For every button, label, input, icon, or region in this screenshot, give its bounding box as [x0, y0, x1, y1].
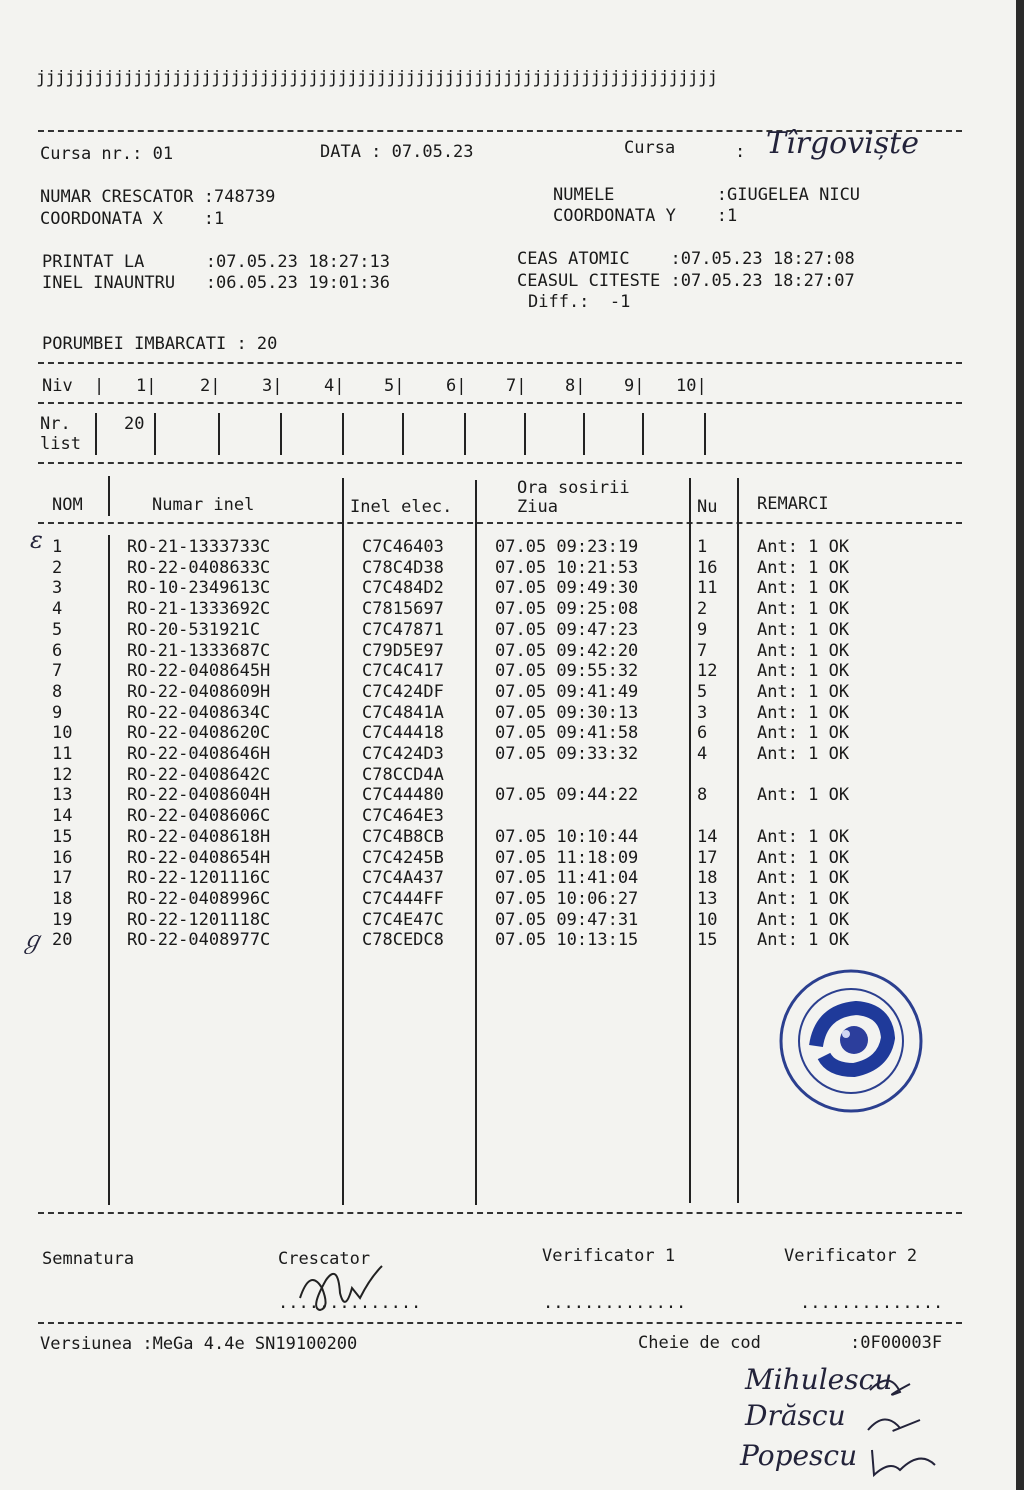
row-remarks: Ant: 1 OK [757, 640, 850, 661]
row-remarks: Ant: 1 OK [757, 537, 850, 557]
row-nom: 8 [52, 681, 63, 702]
row-remarks: Ant: 1 OK [757, 744, 850, 764]
list-value: 20 [124, 414, 145, 434]
niv-value: 9| [624, 376, 645, 396]
row-nom: 17 [52, 868, 73, 889]
row-ring-number: RO-22-0408633C [127, 557, 271, 578]
header-remarci: REMARCI [757, 494, 829, 514]
row-electronic-ring: C7C464E3 [362, 806, 444, 827]
row-arrival-time: 07.05 09:42:20 [495, 640, 639, 661]
row-electronic-ring: C7C424DF [362, 681, 444, 702]
niv-value: 4| [324, 376, 345, 396]
niv-value: 1| [136, 376, 157, 396]
table-row [0, 537, 1024, 557]
row-remarks: Ant: 1 OK [757, 661, 850, 682]
coordonata-x: COORDONATA X :1 [40, 209, 225, 229]
signature-dots-crescator: .............. [278, 1293, 422, 1313]
row-nom: 4 [52, 599, 63, 620]
row-ring-number: RO-22-0408604H [127, 785, 271, 806]
row-remarks: Ant: 1 OK [757, 868, 850, 889]
row-arrival-time: 07.05 09:49:30 [495, 578, 639, 599]
table-row [0, 682, 1024, 702]
table-row [0, 806, 1024, 826]
header-numar-inel: Numar inel [152, 495, 255, 515]
porumbei-imbarcati: PORUMBEI IMBARCATI : 20 [42, 334, 278, 354]
row-arrival-time: 07.05 09:41:58 [495, 723, 639, 744]
list-column-line [524, 413, 526, 455]
table-row [0, 848, 1024, 868]
federation-seal-icon [776, 966, 926, 1116]
row-electronic-ring: C7C44418 [362, 723, 444, 744]
verificator-1-label: Verificator 1 [542, 1246, 676, 1266]
divider-levels-mid [38, 402, 962, 404]
row-ring-number: RO-22-0408609H [127, 681, 271, 702]
row-remarks: Ant: 1 OK [757, 599, 850, 620]
row-arrival-time: 07.05 09:30:13 [495, 702, 639, 723]
row-rank: 2 [697, 599, 708, 620]
table-row [0, 910, 1024, 930]
row-arrival-time: 07.05 09:47:23 [495, 619, 639, 640]
row-remarks: Ant: 1 OK [757, 702, 850, 723]
row-electronic-ring: C7C4E47C [362, 909, 444, 930]
table-row [0, 765, 1024, 785]
row-ring-number: RO-22-1201118C [127, 909, 271, 930]
row-electronic-ring: C78CCD4A [362, 764, 444, 785]
row-arrival-time: 07.05 11:41:04 [495, 868, 639, 889]
row-electronic-ring: C7C424D3 [362, 744, 444, 764]
row-rank: 10 [697, 909, 718, 930]
breeder-name: NUMELE :GIUGELEA NICU [553, 185, 861, 205]
header-pattern: jjjjjjjjjjjjjjjjjjjjjjjjjjjjjjjjjjjjjjjjjjjjjjjjjjjjjjjjjjjjjjjjjjjjjj [36, 68, 718, 88]
divider-table-header [38, 522, 962, 524]
list-column-line [154, 413, 156, 455]
niv-value: 7| [506, 376, 527, 396]
row-arrival-time: 07.05 09:44:22 [495, 785, 639, 806]
signature-dots-verificator-1: .............. [543, 1293, 687, 1313]
divider-footer [38, 1322, 962, 1324]
table-row [0, 827, 1024, 847]
ceas-atomic: CEAS ATOMIC :07.05.23 18:27:08 [517, 249, 855, 269]
list-column-line [583, 413, 585, 455]
handwritten-name-1: Mihulescu [745, 1363, 893, 1396]
table-row [0, 661, 1024, 681]
row-arrival-time: 07.05 09:41:49 [495, 681, 639, 702]
divider-table-top [38, 462, 962, 464]
row-arrival-time: 07.05 10:06:27 [495, 888, 639, 909]
row-rank: 16 [697, 557, 718, 578]
row-nom: 18 [52, 888, 73, 909]
row-rank: 14 [697, 826, 718, 847]
row-ring-number: RO-22-0408646H [127, 744, 271, 764]
divider-signatures [38, 1212, 962, 1214]
row-ring-number: RO-22-1201116C [127, 868, 271, 889]
row-electronic-ring: C7C4A437 [362, 868, 444, 889]
header-nom: NOM [52, 495, 83, 515]
row-rank: 1 [697, 537, 708, 557]
row-remarks: Ant: 1 OK [757, 909, 850, 930]
row-ring-number: RO-22-0408606C [127, 806, 271, 827]
row-nom: 16 [52, 847, 73, 868]
nr-label: Nr. [40, 414, 71, 434]
cheie-de-cod-value: :0F00003F [850, 1333, 943, 1353]
table-row [0, 785, 1024, 805]
row-nom: 11 [52, 744, 73, 764]
row-nom: 3 [52, 578, 63, 599]
row-arrival-time: 07.05 11:18:09 [495, 847, 639, 868]
row-nom: 2 [52, 557, 63, 578]
numar-crescator: NUMAR CRESCATOR :748739 [40, 187, 276, 207]
header-inel-elec: Inel elec. [350, 497, 453, 517]
row-remarks: Ant: 1 OK [757, 557, 850, 578]
row-ring-number: RO-21-1333692C [127, 599, 271, 620]
list-column-line [464, 413, 466, 455]
row-nom: 7 [52, 661, 63, 682]
row-arrival-time: 07.05 09:23:19 [495, 537, 639, 557]
row-arrival-time: 07.05 10:10:44 [495, 826, 639, 847]
table-row [0, 723, 1024, 743]
handwritten-mark-icon: ε [30, 526, 43, 554]
row-electronic-ring: C7C44480 [362, 785, 444, 806]
row-electronic-ring: C7C4245B [362, 847, 444, 868]
header-ziua: Ziua [517, 497, 558, 517]
niv-value: 10| [676, 376, 707, 396]
row-arrival-time: 07.05 09:33:32 [495, 744, 639, 764]
row-electronic-ring: C7C444FF [362, 888, 444, 909]
handwritten-mark-icon: ℊ [20, 926, 44, 954]
niv-value: 3| [262, 376, 283, 396]
coordonata-y: COORDONATA Y :1 [553, 206, 738, 226]
row-electronic-ring: C78C4D38 [362, 557, 444, 578]
row-remarks: Ant: 1 OK [757, 930, 850, 951]
niv-separator: | [94, 376, 105, 396]
niv-value: 5| [384, 376, 405, 396]
handwritten-name-3: Popescu [740, 1439, 858, 1472]
row-rank: 7 [697, 640, 708, 661]
list-column-line [704, 413, 706, 455]
crescator-label: Crescator [278, 1249, 371, 1269]
list-column-line [218, 413, 220, 455]
row-ring-number: RO-22-0408634C [127, 702, 271, 723]
cheie-de-cod-label: Cheie de cod [638, 1333, 761, 1353]
semnatura-label: Semnatura [42, 1249, 135, 1269]
row-electronic-ring: C7C47871 [362, 619, 444, 640]
row-ring-number: RO-21-1333733C [127, 537, 271, 557]
clock-diff: Diff.: -1 [528, 292, 631, 312]
verificator-2-label: Verificator 2 [784, 1246, 918, 1266]
table-row [0, 744, 1024, 764]
list-column-line [342, 413, 344, 455]
inel-inauntru: INEL INAUNTRU :06.05.23 19:01:36 [42, 273, 390, 293]
header-ora-sosirii: Ora sosirii [517, 478, 630, 498]
row-nom: 13 [52, 785, 73, 806]
row-electronic-ring: C7C484D2 [362, 578, 444, 599]
row-rank: 17 [697, 847, 718, 868]
row-arrival-time: 07.05 09:25:08 [495, 599, 639, 620]
row-rank: 4 [697, 744, 708, 764]
table-row [0, 703, 1024, 723]
row-ring-number: RO-21-1333687C [127, 640, 271, 661]
table-row [0, 558, 1024, 578]
niv-value: 6| [446, 376, 467, 396]
row-remarks: Ant: 1 OK [757, 826, 850, 847]
row-ring-number: RO-22-0408977C [127, 930, 271, 951]
row-arrival-time: 07.05 09:47:31 [495, 909, 639, 930]
row-rank: 9 [697, 619, 708, 640]
row-remarks: Ant: 1 OK [757, 847, 850, 868]
row-rank: 11 [697, 578, 718, 599]
row-nom: 10 [52, 723, 73, 744]
table-row [0, 868, 1024, 888]
row-arrival-time: 07.05 10:13:15 [495, 930, 639, 951]
row-rank: 18 [697, 868, 718, 889]
divider-levels-top [38, 362, 962, 364]
row-remarks: Ant: 1 OK [757, 619, 850, 640]
list-column-line [402, 413, 404, 455]
row-nom: 6 [52, 640, 63, 661]
row-nom: 1 [52, 537, 63, 557]
row-nom: 9 [52, 702, 63, 723]
row-nom: 19 [52, 909, 73, 930]
table-row [0, 889, 1024, 909]
row-ring-number: RO-22-0408654H [127, 847, 271, 868]
printat-la: PRINTAT LA :07.05.23 18:27:13 [42, 252, 390, 272]
list-column-line [642, 413, 644, 455]
header-nu: Nu [697, 497, 718, 517]
list-column-line [280, 413, 282, 455]
cursa-location-handwritten: Tîrgoviște [766, 126, 919, 161]
row-nom: 12 [52, 764, 73, 785]
row-electronic-ring: C79D5E97 [362, 640, 444, 661]
row-remarks: Ant: 1 OK [757, 723, 850, 744]
list-separator [95, 413, 97, 455]
row-electronic-ring: C78CEDC8 [362, 930, 444, 951]
row-ring-number: RO-20-531921C [127, 619, 261, 640]
row-remarks: Ant: 1 OK [757, 785, 850, 806]
row-remarks: Ant: 1 OK [757, 578, 850, 599]
row-rank: 5 [697, 681, 708, 702]
signature-dots-verificator-2: .............. [800, 1293, 944, 1313]
cursa-sep: : [735, 142, 746, 162]
row-rank: 6 [697, 723, 708, 744]
row-nom: 15 [52, 826, 73, 847]
software-version: Versiunea :MeGa 4.4e SN19100200 [40, 1334, 358, 1354]
crescator-signature-icon [290, 1258, 390, 1318]
table-row [0, 926, 1024, 954]
list-label: list [40, 434, 81, 454]
row-arrival-time: 07.05 10:21:53 [495, 557, 639, 578]
row-rank: 8 [697, 785, 708, 806]
niv-value: 2| [200, 376, 221, 396]
row-remarks: Ant: 1 OK [757, 681, 850, 702]
row-ring-number: RO-22-0408996C [127, 888, 271, 909]
handwritten-initials-icon [860, 1370, 950, 1480]
row-nom: 20 [52, 930, 73, 951]
row-ring-number: RO-22-0408618H [127, 826, 271, 847]
row-ring-number: RO-22-0408645H [127, 661, 271, 682]
table-row [0, 599, 1024, 619]
row-electronic-ring: C7815697 [362, 599, 444, 620]
niv-label: Niv [42, 376, 73, 396]
table-vline-1-head [108, 476, 110, 516]
row-electronic-ring: C7C4C417 [362, 661, 444, 682]
cursa-label: Cursa [624, 138, 676, 158]
row-rank: 15 [697, 930, 718, 951]
table-row [0, 620, 1024, 640]
row-rank: 12 [697, 661, 718, 682]
row-ring-number: RO-22-0408642C [127, 764, 271, 785]
handwritten-name-2: Drăscu [745, 1399, 846, 1432]
row-electronic-ring: C7C46403 [362, 537, 444, 557]
row-nom: 14 [52, 806, 73, 827]
cursa-nr: Cursa nr.: 01 [40, 144, 174, 164]
race-date: DATA : 07.05.23 [320, 142, 474, 162]
row-rank: 3 [697, 702, 708, 723]
row-arrival-time: 07.05 09:55:32 [495, 661, 639, 682]
table-row [0, 641, 1024, 661]
row-nom: 5 [52, 619, 63, 640]
row-rank: 13 [697, 888, 718, 909]
row-ring-number: RO-10-2349613C [127, 578, 271, 599]
row-remarks: Ant: 1 OK [757, 888, 850, 909]
niv-value: 8| [565, 376, 586, 396]
row-ring-number: RO-22-0408620C [127, 723, 271, 744]
row-electronic-ring: C7C4B8CB [362, 826, 444, 847]
row-electronic-ring: C7C4841A [362, 702, 444, 723]
table-row [0, 578, 1024, 598]
ceasul-citeste: CEASUL CITESTE :07.05.23 18:27:07 [517, 271, 855, 291]
